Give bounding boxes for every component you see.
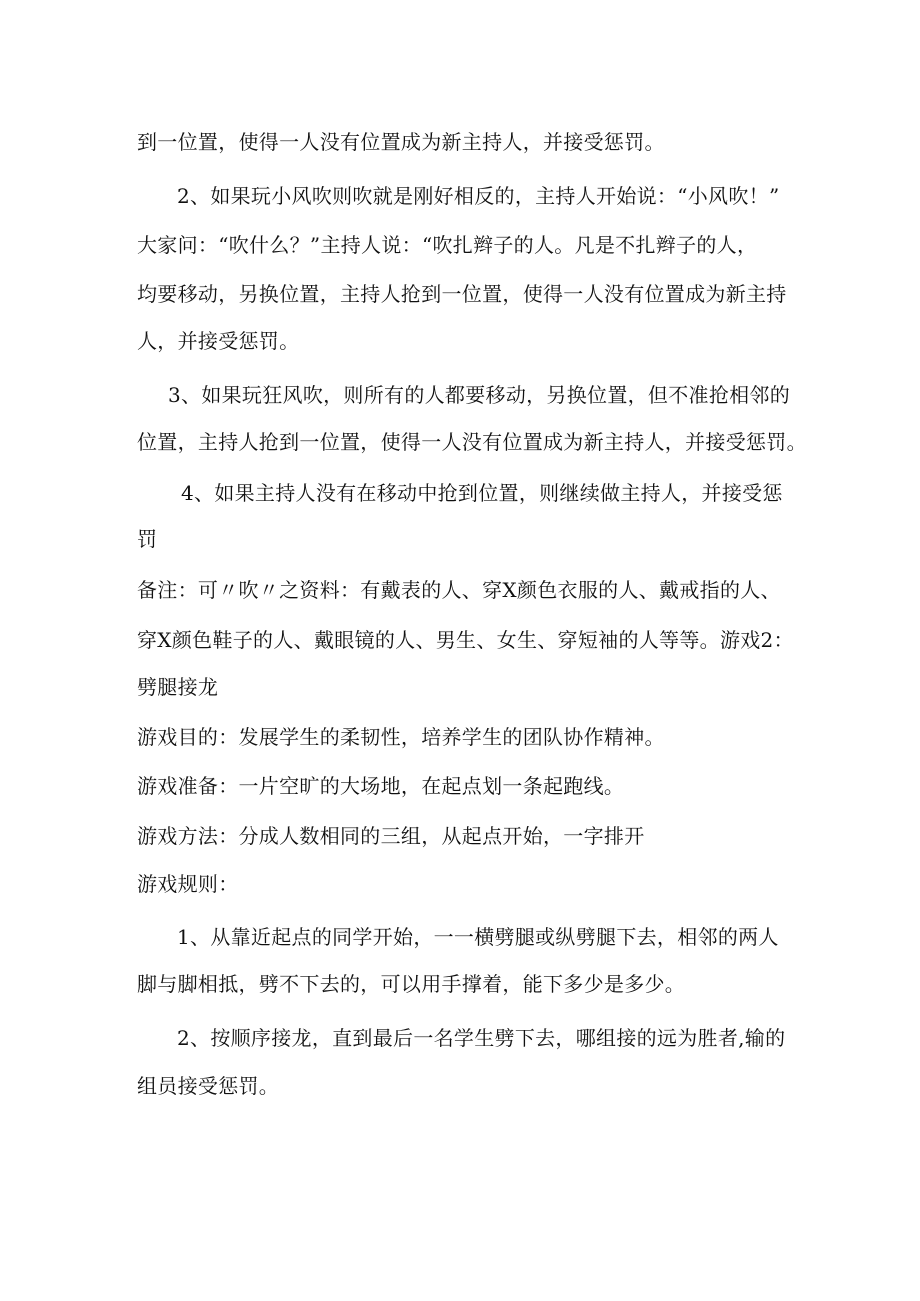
- text-line: 游戏方法：分成人数相同的三组，从起点开始，一字排开: [137, 824, 645, 848]
- text-line: 备注：可〃吹〃之资料：有戴表的人、穿X颜色衣服的人、戴戒指的人、: [137, 578, 781, 602]
- text-line: 均要移动，另换位置，主持人抢到一位置，使得一人没有位置成为新主持: [137, 282, 787, 306]
- text-line: 游戏准备：一片空旷的大场地，在起点划一条起跑线。: [137, 774, 625, 798]
- text-line: 游戏目的：发展学生的柔韧性，培养学生的团队协作精神。: [137, 725, 665, 749]
- text-line: 组员接受惩罚。: [137, 1074, 280, 1098]
- text-line: 到一位置，使得一人没有位置成为新主持人，并接受惩罚。: [137, 130, 665, 154]
- text-line: 2、如果玩小风吹则吹就是刚好相反的，主持人开始说：“小风吹！”: [177, 184, 780, 208]
- text-line: 4、如果主持人没有在移动中抢到位置，则继续做主持人，并接受惩: [181, 481, 783, 505]
- text-line: 1、从靠近起点的同学开始，一一横劈腿或纵劈腿下去，相邻的两人: [177, 925, 779, 949]
- text-line: 穿X颜色鞋子的人、戴眼镜的人、男生、女生、穿短袖的人等等。游戏2：: [137, 628, 794, 652]
- text-line: 位置，主持人抢到一位置，使得一人没有位置成为新主持人，并接受惩罚。: [137, 430, 807, 454]
- text-line: 游戏规则：: [137, 872, 239, 896]
- text-line: 2、按顺序接龙，直到最后一名学生劈下去，哪组接的远为胜者,输的: [177, 1026, 786, 1050]
- text-line: 人，并接受惩罚。: [137, 329, 300, 353]
- text-line: 罚: [137, 527, 158, 551]
- text-line: 3、如果玩狂风吹，则所有的人都要移动，另换位置，但不准抢相邻的: [168, 383, 791, 407]
- text-line: 劈腿接龙: [137, 675, 219, 699]
- text-line: 大家问：“吹什么？”主持人说：“吹扎辫子的人。凡是不扎辫子的人，: [137, 233, 758, 257]
- text-line: 脚与脚相抵，劈不下去的，可以用手撑着，能下多少是多少。: [137, 972, 686, 996]
